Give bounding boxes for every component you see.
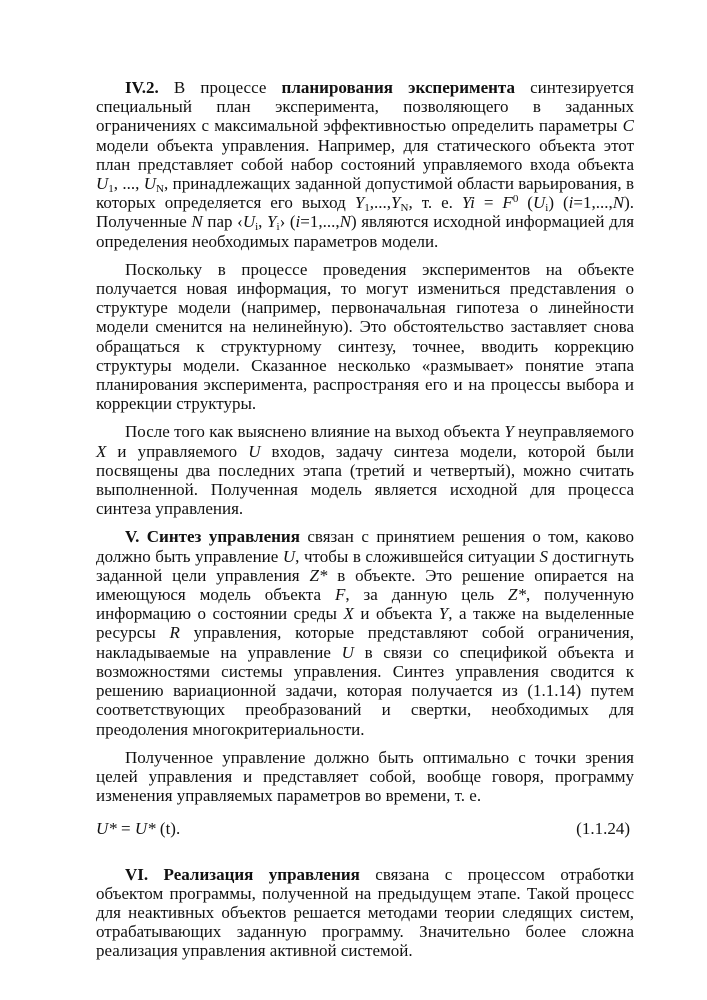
key-term: планирования эксперимента: [281, 78, 515, 97]
body-text: [96, 78, 634, 961]
equation-number: (1.1.24): [576, 819, 630, 839]
paragraph-vi-implementation: VI. Реализация управления связана с процессом отработки объектом программы, полученной на предыдущем этапе. Такой процесс для неактивных объектов решается методами теории следящих систем, отрабатывающих заданную программу. Значительно более сложна реализация управления активной системой.: [96, 864, 634, 961]
paragraph-iv-structure: Поскольку в процессе проведения экспериментов на объекте получается новая информация, то могут измениться представления о структуре модели (например, первоначальная гипотеза о линейности модели сменится на нелинейную). Это обстоятельство заставляет снова обращаться к структурному синтезу, точнее, вводить коррекцию структуры модели. Сказанное несколько «размывает» понятие этапа планирования эксперимента, распространяя его и на процессы выбора и коррекции структуры.: [96, 259, 634, 414]
equation-body: U* = U* (t).: [96, 819, 181, 839]
section-number: IV.2.: [125, 78, 159, 97]
section-heading: V. Синтез управления: [125, 527, 300, 547]
paragraph-iv-summary: После того как выяснено влияние на выход объекта Y неуправляемого X и управляемого U входов, задачу синтеза модели, которой были посвящены два последних этапа (третий и четвертый), можно считать выполненной. Полученная модель является исходной для процесса синтеза управления.: [96, 422, 635, 519]
paragraph-v-optimal: Полученное управление должно быть оптимально с точки зрения целей управления и представляет собой, вообще говоря, программу изменения управляемых параметров во времени, т. е.: [96, 747, 634, 806]
section-heading: VI. Реализация управления: [125, 864, 360, 884]
equation-1-1-24: [96, 819, 634, 838]
paragraph-v-synthesis: V. Синтез управления связан с принятием решения о том, каково должно быть управление U, чтобы в сложившейся ситуации S достигнуть заданной цели управления Z* в объекте. Это решение опирается на имеющуюся модель объекта F, за данную цель Z*, полученную информацию о состоянии среды X и объекта Y, а также на выделенные ресурсы R управления, которые представляют собой ограничения, накладываемые на управление U в связи со спецификой объекта и возможностями системы управления. Синтез управления сводится к решению вариационной задачи, которая получается из (1.1.14) путем соответствующих преобразований и свертки, необходимых для преодоления многокритериальности.: [96, 527, 635, 739]
paragraph-iv-intro: IV.2. В процессе планирования эксперимента синтезируется специальный план эксперимента, позволяющего в заданных ограничениях с максимальной эффективностью определить параметры C модели объекта управления. Например, для статического объекта этот план представляет собой набор состояний управляемого входа объекта $U_1$, ..., $U_N$, принадлежащих заданной допустимой области варьирования, в которых определяется его выход $Y_1,...,Y_N$, т. е. $Yi = F^0$ $(U_i)$ (i=1,...,N). Полученные N пар $‹U_i$, $Y_i›$ (i=1,...,N) являются исходной информацией для определения необходимых параметров модели.: [96, 78, 635, 251]
